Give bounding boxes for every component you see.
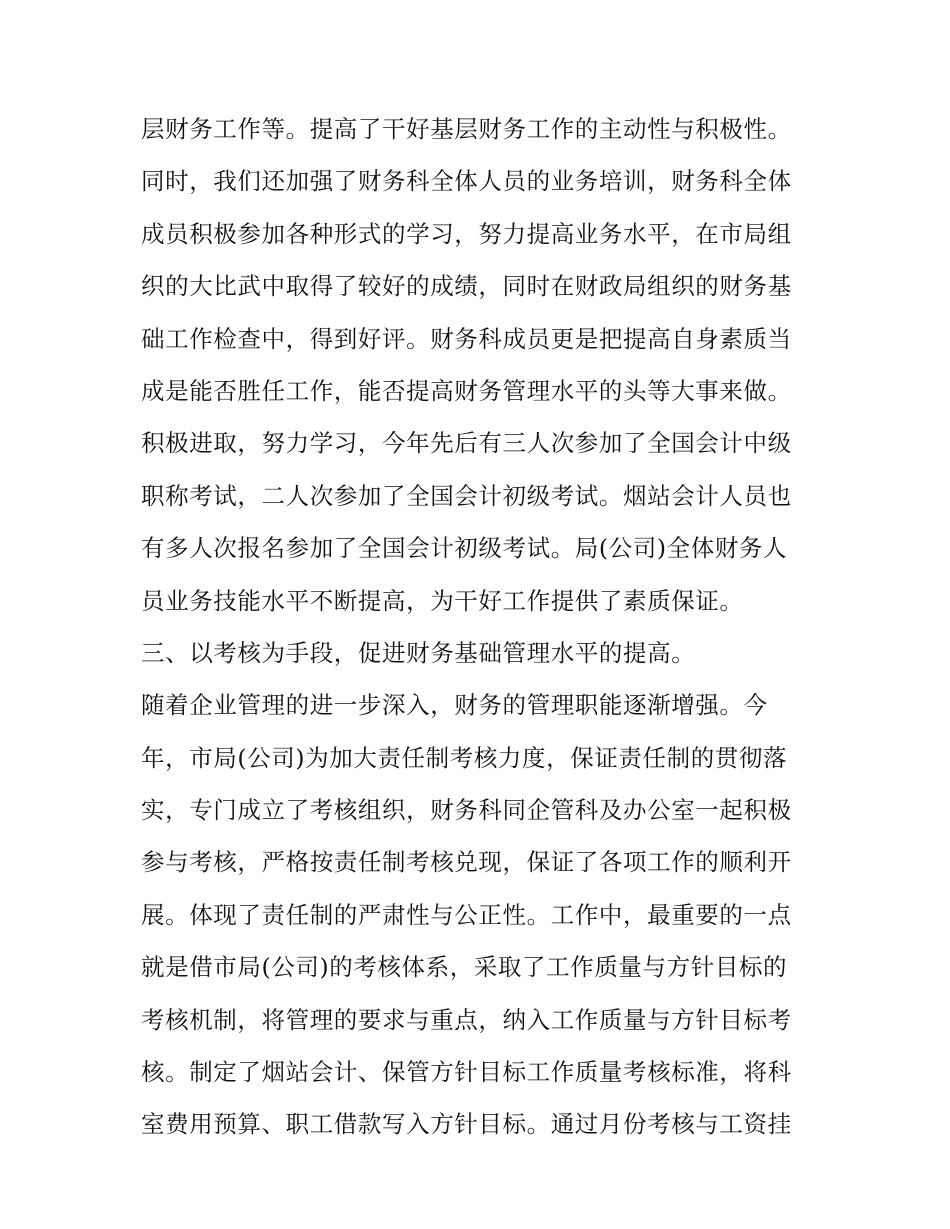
text-line: 成员积极参加各种形式的学习，努力提高业务水平，在市局组 — [141, 219, 792, 248]
text-line: 有多人次报名参加了全国会计初级考试。局(公司)全体财务人 — [141, 534, 788, 563]
text-line: 成是能否胜任工作，能否提高财务管理水平的头等大事来做。 — [141, 376, 792, 405]
text-line: 织的大比武中取得了较好的成绩，同时在财政局组织的财务基 — [141, 272, 792, 301]
text-line: 实，专门成立了考核组织，财务科同企管科及办公室一起积极 — [141, 796, 792, 825]
text-line: 核。制定了烟站会计、保管方针目标工作质量考核标准，将科 — [141, 1058, 792, 1087]
text-line: 层财务工作等。提高了干好基层财务工作的主动性与积极性。 — [141, 115, 792, 143]
text-line: 考核机制，将管理的要求与重点，纳入工作质量与方针目标考 — [141, 1005, 792, 1034]
text-line: 室费用预算、职工借款写入方针目标。通过月份考核与工资挂 — [141, 1110, 792, 1139]
text-line: 同时，我们还加强了财务科全体人员的业务培训，财务科全体 — [141, 167, 792, 196]
text-line: 就是借市局(公司)的考核体系，采取了工作质量与方针目标的 — [141, 953, 788, 982]
text-line: 展。体现了责任制的严肃性与公正性。工作中，最重要的一点 — [141, 900, 792, 929]
text-line: 员业务技能水平不断提高，为干好工作提供了素质保证。 — [141, 586, 744, 615]
text-line: 年，市局(公司)为加大责任制考核力度，保证责任制的贯彻落 — [141, 743, 788, 772]
text-line: 参与考核，严格按责任制考核兑现，保证了各项工作的顺利开 — [141, 848, 792, 877]
body-text — [141, 103, 821, 1151]
section-heading: 三、以考核为手段，促进财务基础管理水平的提高。 — [141, 638, 696, 667]
text-line: 职称考试，二人次参加了全国会计初级考试。烟站会计人员也 — [141, 481, 792, 510]
text-line: 础工作检查中，得到好评。财务科成员更是把提高自身素质当 — [141, 324, 792, 353]
text-line: 积极进取，努力学习，今年先后有三人次参加了全国会计中级 — [141, 429, 792, 458]
text-line: 随着企业管理的进一步深入，财务的管理职能逐渐增强。今 — [141, 691, 768, 720]
